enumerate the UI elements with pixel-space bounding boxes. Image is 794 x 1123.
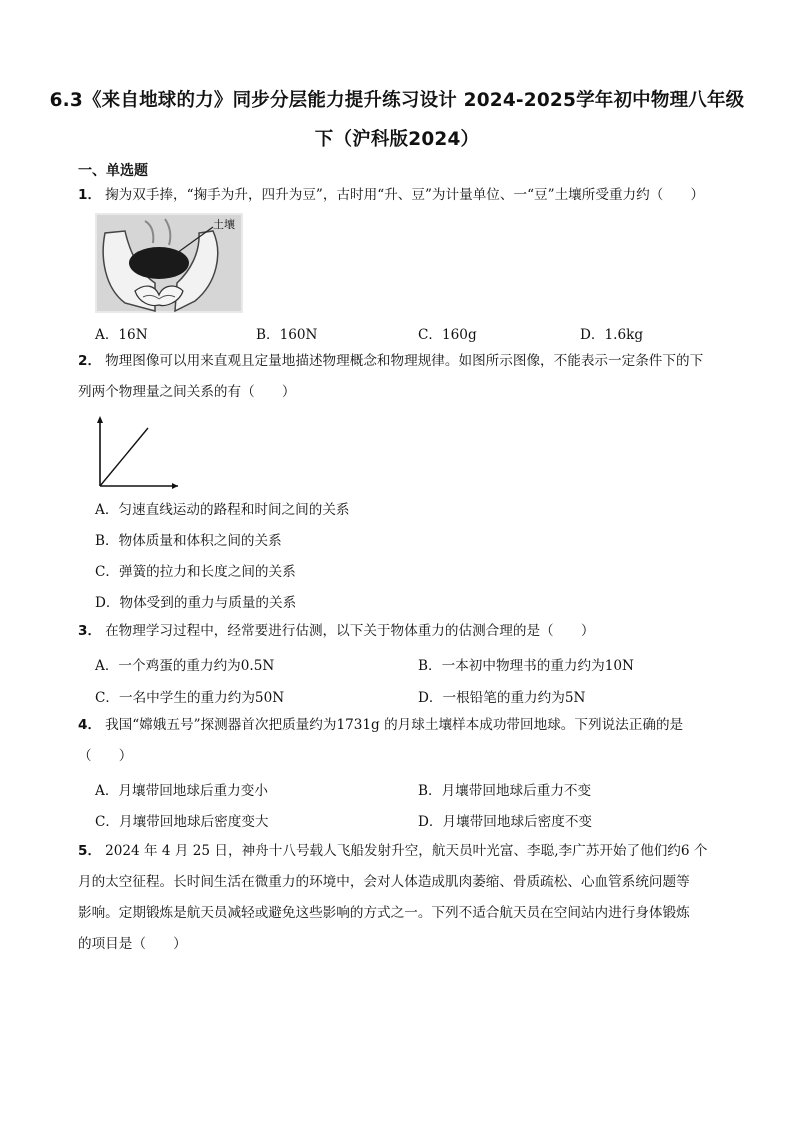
q1-option-c[interactable]: C．160g — [418, 327, 477, 343]
linear-graph-figure — [92, 414, 182, 492]
q4-option-c[interactable]: C．月壤带回地球后密度变大 — [95, 814, 269, 830]
question-5-stem-cont-1: 月的太空征程。长时间生活在微重力的环境中，会对人体造成肌肉萎缩、骨质疏松、心血管系统问题等 — [78, 874, 690, 890]
question-text: 在物理学习过程中，经常要进行估测，以下关于物体重力的估测合理的是（ ） — [105, 623, 595, 639]
q1-option-d[interactable]: D．1.6kg — [580, 327, 644, 343]
q3-option-a[interactable]: A．一个鸡蛋的重力约为0.5N — [95, 658, 275, 674]
question-3-stem — [78, 616, 750, 647]
document-title-line-1: 6.3《来自地球的力》同步分层能力提升练习设计 2024-2025学年初中物理八年级 — [49, 90, 745, 111]
q4-option-a[interactable]: A．月壤带回地球后重力变小 — [95, 783, 268, 799]
question-2-stem — [78, 346, 750, 377]
question-number: 2． — [78, 353, 102, 369]
q4-option-b[interactable]: B．月壤带回地球后重力不变 — [418, 783, 592, 799]
soil-in-hands-figure — [95, 213, 243, 313]
question-4-stem-cont: （ ） — [78, 748, 133, 764]
hands-soil-image — [95, 213, 243, 313]
question-5-stem-cont-2: 影响。定期锻炼是航天员减轻或避免这些影响的方式之一。下列不适合航天员在空间站内进行身体锻炼 — [78, 905, 690, 921]
document-title-line-2: 下（沪科版2024） — [314, 129, 480, 150]
q1-option-b[interactable]: B．160N — [256, 327, 318, 343]
question-number: 4． — [78, 717, 102, 733]
q1-option-a[interactable]: A．16N — [95, 327, 148, 343]
q2-option-d[interactable]: D．物体受到的重力与质量的关系 — [95, 595, 297, 611]
proportional-line-graph — [92, 414, 182, 492]
question-1-stem — [78, 180, 750, 211]
question-4-stem — [78, 710, 750, 741]
q4-option-d[interactable]: D．月壤带回地球后密度不变 — [418, 814, 593, 830]
question-text: 2024 年 4 月 25 日，神舟十八号载人飞船发射升空，航天员叶光富、李聪,李广苏开始了他们约6 个 — [105, 843, 708, 859]
question-2-stem-cont: 列两个物理量之间关系的有（ ） — [78, 384, 296, 400]
question-text: 物理图像可以用来直观且定量地描述物理概念和物理规律。如图所示图像，不能表示一定条件下的下 — [105, 353, 704, 369]
question-number: 3． — [78, 623, 102, 639]
q3-option-c[interactable]: C．一名中学生的重力约为50N — [95, 690, 285, 706]
y-axis-arrow — [97, 416, 103, 423]
q3-option-d[interactable]: D．一根铅笔的重力约为5N — [418, 690, 586, 706]
x-axis-arrow — [172, 483, 178, 489]
section-heading: 一、单选题 — [78, 163, 148, 179]
q3-option-b[interactable]: B．一本初中物理书的重力约为10N — [418, 658, 634, 674]
question-text: 我国“嫦娥五号”探测器首次把质量约为1731g 的月球土壤样本成功带回地球。下列说法正确的是 — [105, 717, 684, 733]
question-text: 掬为双手捧，“掬手为升，四升为豆”，古时用“升、豆”为计量单位、一“豆”土壤所受重力约（ ） — [105, 187, 705, 203]
question-5-stem-cont-3: 的项目是（ ） — [78, 936, 187, 952]
q2-option-b[interactable]: B．物体质量和体积之间的关系 — [95, 533, 282, 549]
question-number: 1． — [78, 187, 102, 203]
question-number: 5． — [78, 843, 102, 859]
soil-label: 土壤 — [213, 218, 235, 231]
q2-option-c[interactable]: C．弹簧的拉力和长度之间的关系 — [95, 564, 296, 580]
question-5-stem — [78, 836, 750, 867]
proportional-line — [100, 428, 148, 486]
q2-option-a[interactable]: A．匀速直线运动的路程和时间之间的关系 — [95, 502, 350, 518]
